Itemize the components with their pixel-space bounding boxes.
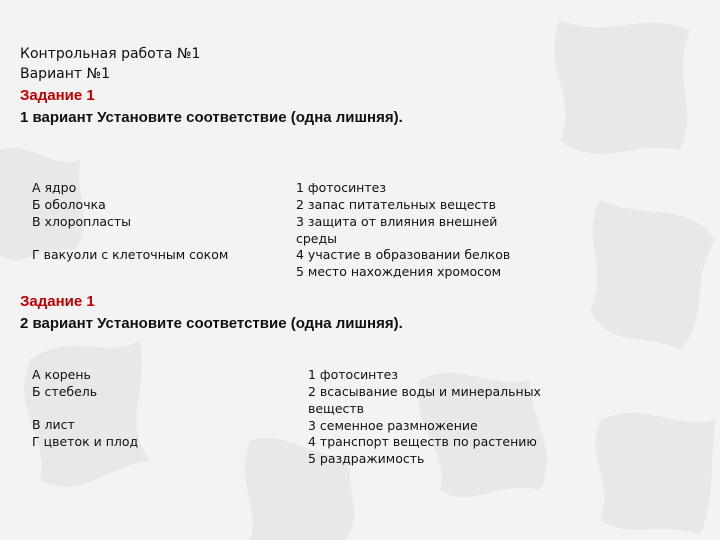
v1-right-item-3-cont: среды <box>296 231 338 246</box>
v2-right-item-5: 5 раздражимость <box>308 451 425 466</box>
task-1-label-2: Задание 1 <box>20 293 95 310</box>
v1-left-item-c: В хлоропласты <box>32 214 132 229</box>
v2-right-item-1: 1 фотосинтез <box>308 367 398 382</box>
v2-left-item-c: В лист <box>32 417 75 432</box>
v2-right-item-3: 3 семенное размножение <box>308 418 478 433</box>
variant-1-heading: 1 вариант Установите соответствие (одна лишняя). <box>20 109 403 126</box>
variant-2-heading: 2 вариант Установите соответствие (одна лишняя). <box>20 315 403 332</box>
v1-left-item-b: Б оболочка <box>32 197 106 212</box>
v2-right-item-4: 4 транспорт веществ по растению <box>308 434 537 449</box>
v1-right-item-3: 3 защита от влияния внешней <box>296 214 498 229</box>
document-title: Контрольная работа №1 <box>20 46 201 62</box>
v1-right-item-2: 2 запас питательных веществ <box>296 197 496 212</box>
v2-right-item-2: 2 всасывание воды и минеральных <box>308 384 541 399</box>
v1-left-item-a: А ядро <box>32 180 77 195</box>
v2-left-item-d: Г цветок и плод <box>32 434 139 449</box>
task-1-label: Задание 1 <box>20 87 95 104</box>
v2-left-item-a: А корень <box>32 367 91 382</box>
v1-left-item-d: Г вакуоли с клеточным соком <box>32 247 229 262</box>
v1-right-item-1: 1 фотосинтез <box>296 180 386 195</box>
v2-left-item-b: Б стебель <box>32 384 98 399</box>
v1-right-item-5: 5 место нахождения хромосом <box>296 264 502 279</box>
variant-title: Вариант №1 <box>20 66 110 82</box>
v2-right-item-2-cont: веществ <box>308 401 365 416</box>
v1-right-item-4: 4 участие в образовании белков <box>296 247 511 262</box>
